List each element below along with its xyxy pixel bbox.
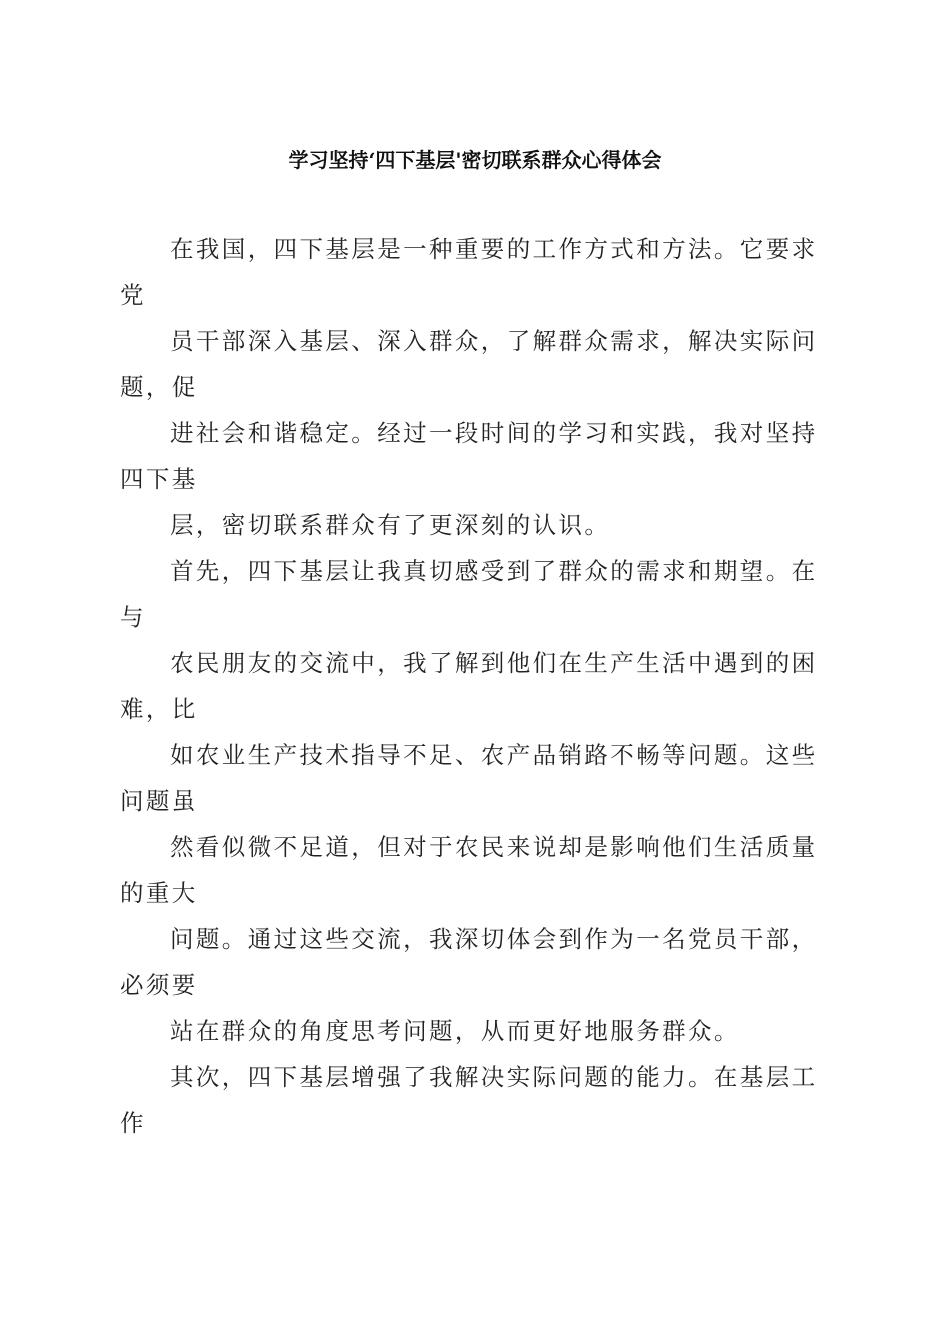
body-line: 在我国，四下基层是一种重要的工作方式和方法。它要求: [170, 235, 818, 263]
body-line: 四下基: [120, 465, 198, 493]
body-line: 题，促: [120, 373, 198, 401]
body-line: 问题。通过这些交流，我深切体会到作为一名党员干部，: [170, 925, 818, 953]
body-line: 首先，四下基层让我真切感受到了群众的需求和期望。在: [170, 557, 818, 585]
body-line: 难，比: [120, 695, 198, 723]
body-line: 作: [120, 1109, 146, 1137]
body-line: 党: [120, 281, 146, 309]
body-line: 然看似微不足道，但对于农民来说却是影响他们生活质量: [170, 833, 818, 861]
body-line: 必须要: [120, 971, 198, 999]
body-line: 层，密切联系群众有了更深刻的认识。: [170, 511, 611, 539]
body-line: 进社会和谐稳定。经过一段时间的学习和实践，我对坚持: [170, 419, 818, 447]
body-line: 的重大: [120, 879, 198, 907]
body-line: 如农业生产技术指导不足、农产品销路不畅等问题。这些: [170, 741, 818, 769]
body-line: 站在群众的角度思考问题，从而更好地服务群众。: [170, 1017, 740, 1045]
body-line: 农民朋友的交流中，我了解到他们在生产生活中遇到的困: [170, 649, 818, 677]
body-line: 与: [120, 603, 146, 631]
document-body: [120, 226, 830, 1146]
body-line: 员干部深入基层、深入群众，了解群众需求，解决实际问: [170, 327, 818, 355]
body-line: 问题虽: [120, 787, 198, 815]
body-line: 其次，四下基层增强了我解决实际问题的能力。在基层工: [170, 1063, 818, 1091]
document-title: 学习坚持‘四下基层'密切联系群众心得体会: [288, 148, 662, 172]
